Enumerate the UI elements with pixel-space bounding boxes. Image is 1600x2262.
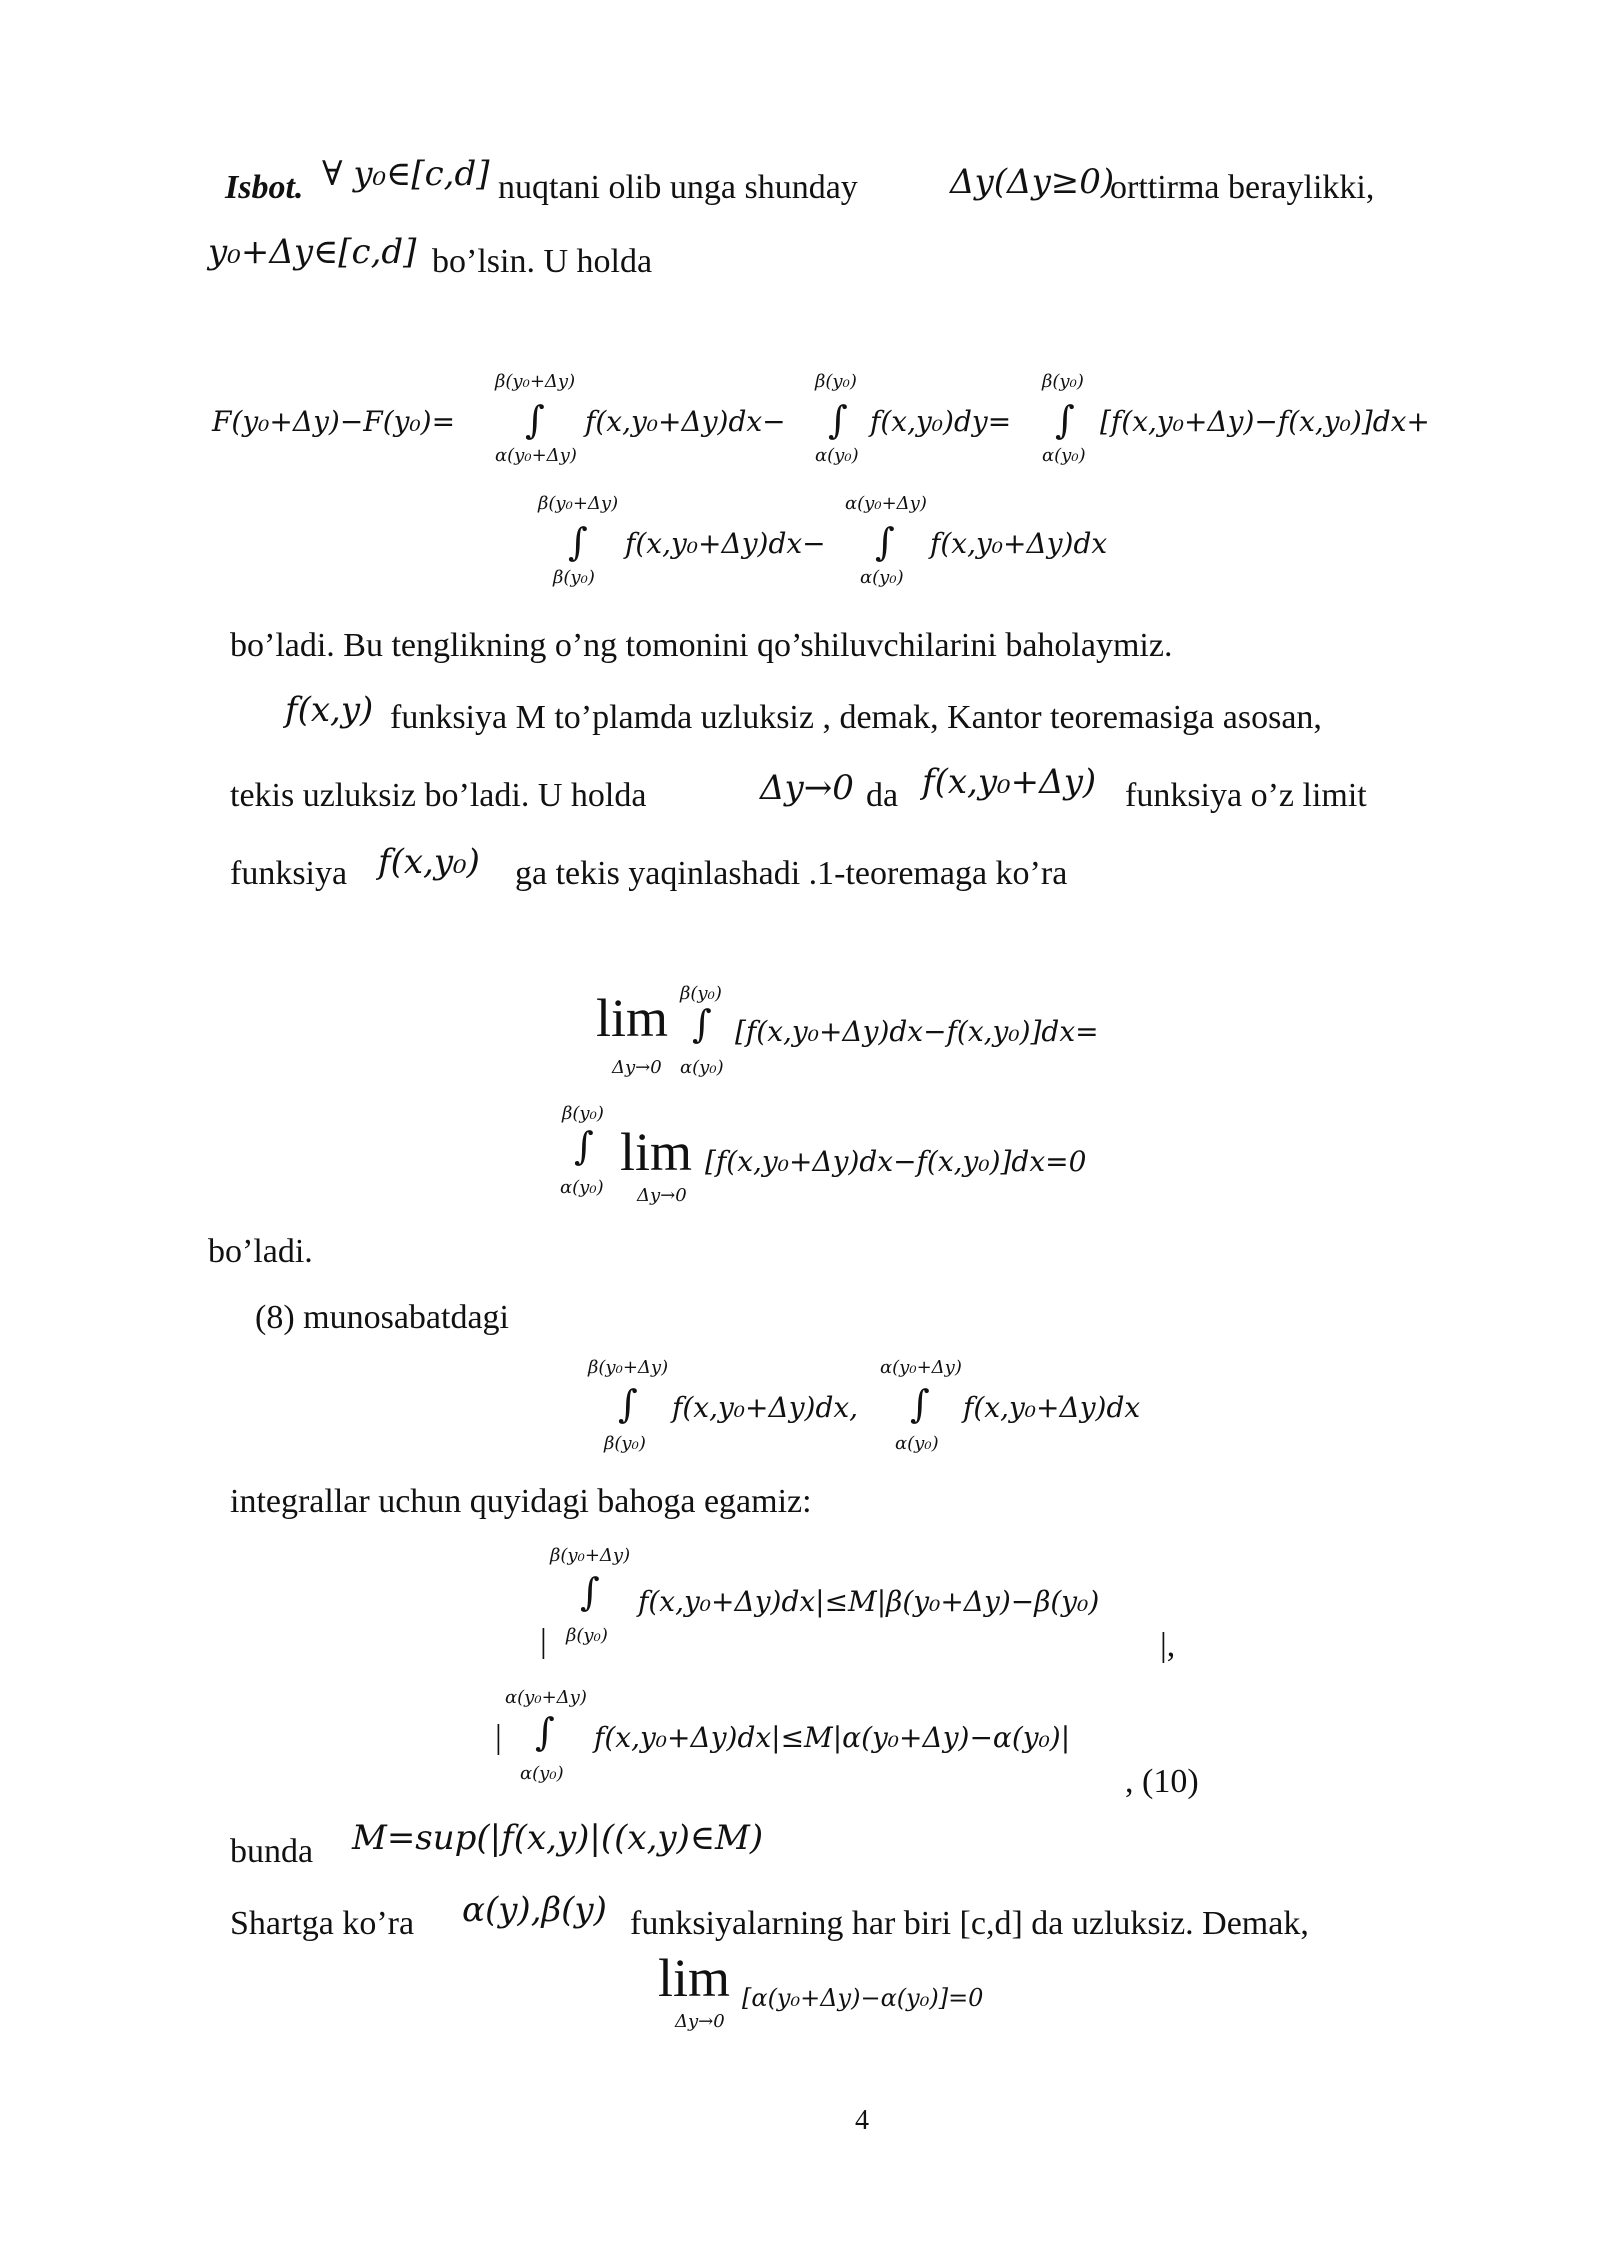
- eq7-left-bar: |: [495, 1719, 502, 1756]
- text-funksiya-limit: funksiya o’z limit: [1125, 777, 1367, 814]
- eq5-int2-upper: α(y₀+Δy): [880, 1357, 962, 1378]
- eq1-int2-upper: β(y₀): [815, 371, 857, 392]
- eq1-int1-lower: α(y₀+Δy): [495, 445, 577, 466]
- integral-icon: ∫: [574, 1124, 594, 1168]
- eq2-int1-upper: β(y₀+Δy): [538, 493, 619, 514]
- integral-icon: ∫: [618, 1382, 638, 1426]
- eq5-int1-lower: β(y₀): [604, 1433, 646, 1454]
- eq5-int1-upper: β(y₀+Δy): [588, 1357, 669, 1378]
- text-ga-tekis: ga tekis yaqinlashadi .1-teoremaga ko’ra: [515, 855, 1068, 892]
- proof-label: Isbot.: [225, 169, 304, 206]
- math-forall-y0: ∀ y₀∈[c,d]: [322, 154, 490, 194]
- page-number: 4: [855, 2105, 869, 2136]
- eq7-body: f(x,y₀+Δy)dx|≤M|α(y₀+Δy)−α(y₀)|: [594, 1721, 1071, 1754]
- integral-icon: ∫: [568, 520, 588, 564]
- eq2-int1-body: f(x,y₀+Δy)dx−: [625, 527, 826, 560]
- math-f-x-y0: f(x,y₀): [378, 842, 480, 882]
- text-orttirma: orttirma beraylikki,: [1110, 169, 1375, 206]
- eq4-lower: α(y₀): [560, 1177, 604, 1198]
- eq1-int1-body: f(x,y₀+Δy)dx−: [585, 405, 786, 438]
- eq1-int2-body: f(x,y₀)dy=: [870, 405, 1012, 438]
- eq6-left-bar: |: [540, 1623, 547, 1660]
- integral-icon: ∫: [910, 1382, 930, 1426]
- eq1-int3-body: [f(x,y₀+Δy)−f(x,y₀)]dx+: [1100, 405, 1430, 438]
- eq1-int1-upper: β(y₀+Δy): [495, 371, 576, 392]
- eq3-body: [f(x,y₀+Δy)dx−f(x,y₀)]dx=: [735, 1015, 1099, 1048]
- integral-icon: ∫: [875, 520, 895, 564]
- eq5-int2-lower: α(y₀): [895, 1433, 939, 1454]
- eq3-lower: α(y₀): [680, 1057, 724, 1078]
- eq4-lim: lim: [620, 1122, 693, 1182]
- eq7-upper: α(y₀+Δy): [505, 1687, 587, 1708]
- eq2-int2-upper: α(y₀+Δy): [845, 493, 927, 514]
- text-tekis-uzluksiz: tekis uzluksiz bo’ladi. U holda: [230, 777, 647, 814]
- eq1-lhs: F(y₀+Δy)−F(y₀)=: [212, 405, 456, 438]
- integral-icon: ∫: [525, 398, 545, 442]
- text-shartga: Shartga ko’ra: [230, 1905, 415, 1942]
- integral-icon: ∫: [692, 1002, 712, 1046]
- eq2-int2-lower: α(y₀): [860, 567, 904, 588]
- text-funksiya-uzluksiz: funksiya M to’plamda uzluksiz , demak, Kantor teoremasiga asosan,: [390, 699, 1322, 736]
- text-bunda: bunda: [230, 1833, 314, 1870]
- text-funksiyalarning: funksiyalarning har biri [c,d] da uzluksiz. Demak,: [630, 1905, 1309, 1942]
- eq4-body: [f(x,y₀+Δy)dx−f(x,y₀)]dx=0: [705, 1145, 1087, 1178]
- eq4-upper: β(y₀): [562, 1103, 604, 1124]
- text-munosabatdagi: (8) munosabatdagi: [255, 1299, 509, 1336]
- eq1-int3-lower: α(y₀): [1042, 445, 1086, 466]
- eq3-lim-sub: Δy→0: [612, 1057, 662, 1078]
- eq6-tail: |,: [1160, 1627, 1176, 1664]
- eq4-lim-sub: Δy→0: [637, 1185, 687, 1206]
- paragraph-line-1: [225, 168, 303, 208]
- eq1-int3-upper: β(y₀): [1042, 371, 1084, 392]
- eq8-lim: lim: [658, 1948, 731, 2008]
- text-bolsin: bo’lsin. U holda: [432, 243, 653, 280]
- math-alpha-beta: α(y),β(y): [462, 1890, 607, 1930]
- eq3-upper: β(y₀): [680, 983, 722, 1004]
- math-M-sup: M=sup(|f(x,y)|((x,y)∈M): [352, 1818, 764, 1858]
- math-f-x-y: f(x,y): [285, 690, 374, 730]
- text-boladi-baholaymiz: bo’ladi. Bu tenglikning o’ng tomonini qo’shiluvchilarini baholaymiz.: [230, 627, 1173, 664]
- eq7-lower: α(y₀): [520, 1763, 564, 1784]
- eq5-int2-body: f(x,y₀+Δy)dx: [963, 1391, 1141, 1424]
- math-dy-to-0: Δy→0: [760, 768, 854, 808]
- eq2-int2-body: f(x,y₀+Δy)dx: [930, 527, 1108, 560]
- eq6-body: f(x,y₀+Δy)dx|≤M|β(y₀+Δy)−β(y₀): [638, 1585, 1100, 1618]
- math-y0-plus-dy: y₀+Δy∈[c,d]: [208, 232, 417, 272]
- eq5-int1-body: f(x,y₀+Δy)dx,: [672, 1391, 859, 1424]
- eq3-lim: lim: [596, 988, 669, 1048]
- text-boladi: bo’ladi.: [208, 1233, 313, 1270]
- integral-icon: ∫: [535, 1710, 555, 1754]
- text-da: da: [866, 777, 899, 814]
- math-delta-y: Δy(Δy≥0): [950, 162, 1115, 202]
- math-f-x-y0-dy: f(x,y₀+Δy): [922, 762, 1097, 802]
- eq2-int1-lower: β(y₀): [553, 567, 595, 588]
- text-nuqtani: nuqtani olib unga shunday: [498, 169, 858, 206]
- integral-icon: ∫: [1055, 398, 1075, 442]
- integral-icon: ∫: [580, 1570, 600, 1614]
- eq8-lim-sub: Δy→0: [675, 2011, 725, 2032]
- equation-label-10: , (10): [1125, 1763, 1199, 1800]
- text-funksiya: funksiya: [230, 855, 348, 892]
- integral-icon: ∫: [828, 398, 848, 442]
- eq6-upper: β(y₀+Δy): [550, 1545, 631, 1566]
- eq6-lower: β(y₀): [566, 1625, 608, 1646]
- eq1-int2-lower: α(y₀): [815, 445, 859, 466]
- text-integrallar: integrallar uchun quyidagi bahoga egamiz:: [230, 1483, 812, 1520]
- eq8-body: [α(y₀+Δy)−α(y₀)]=0: [742, 1984, 984, 2012]
